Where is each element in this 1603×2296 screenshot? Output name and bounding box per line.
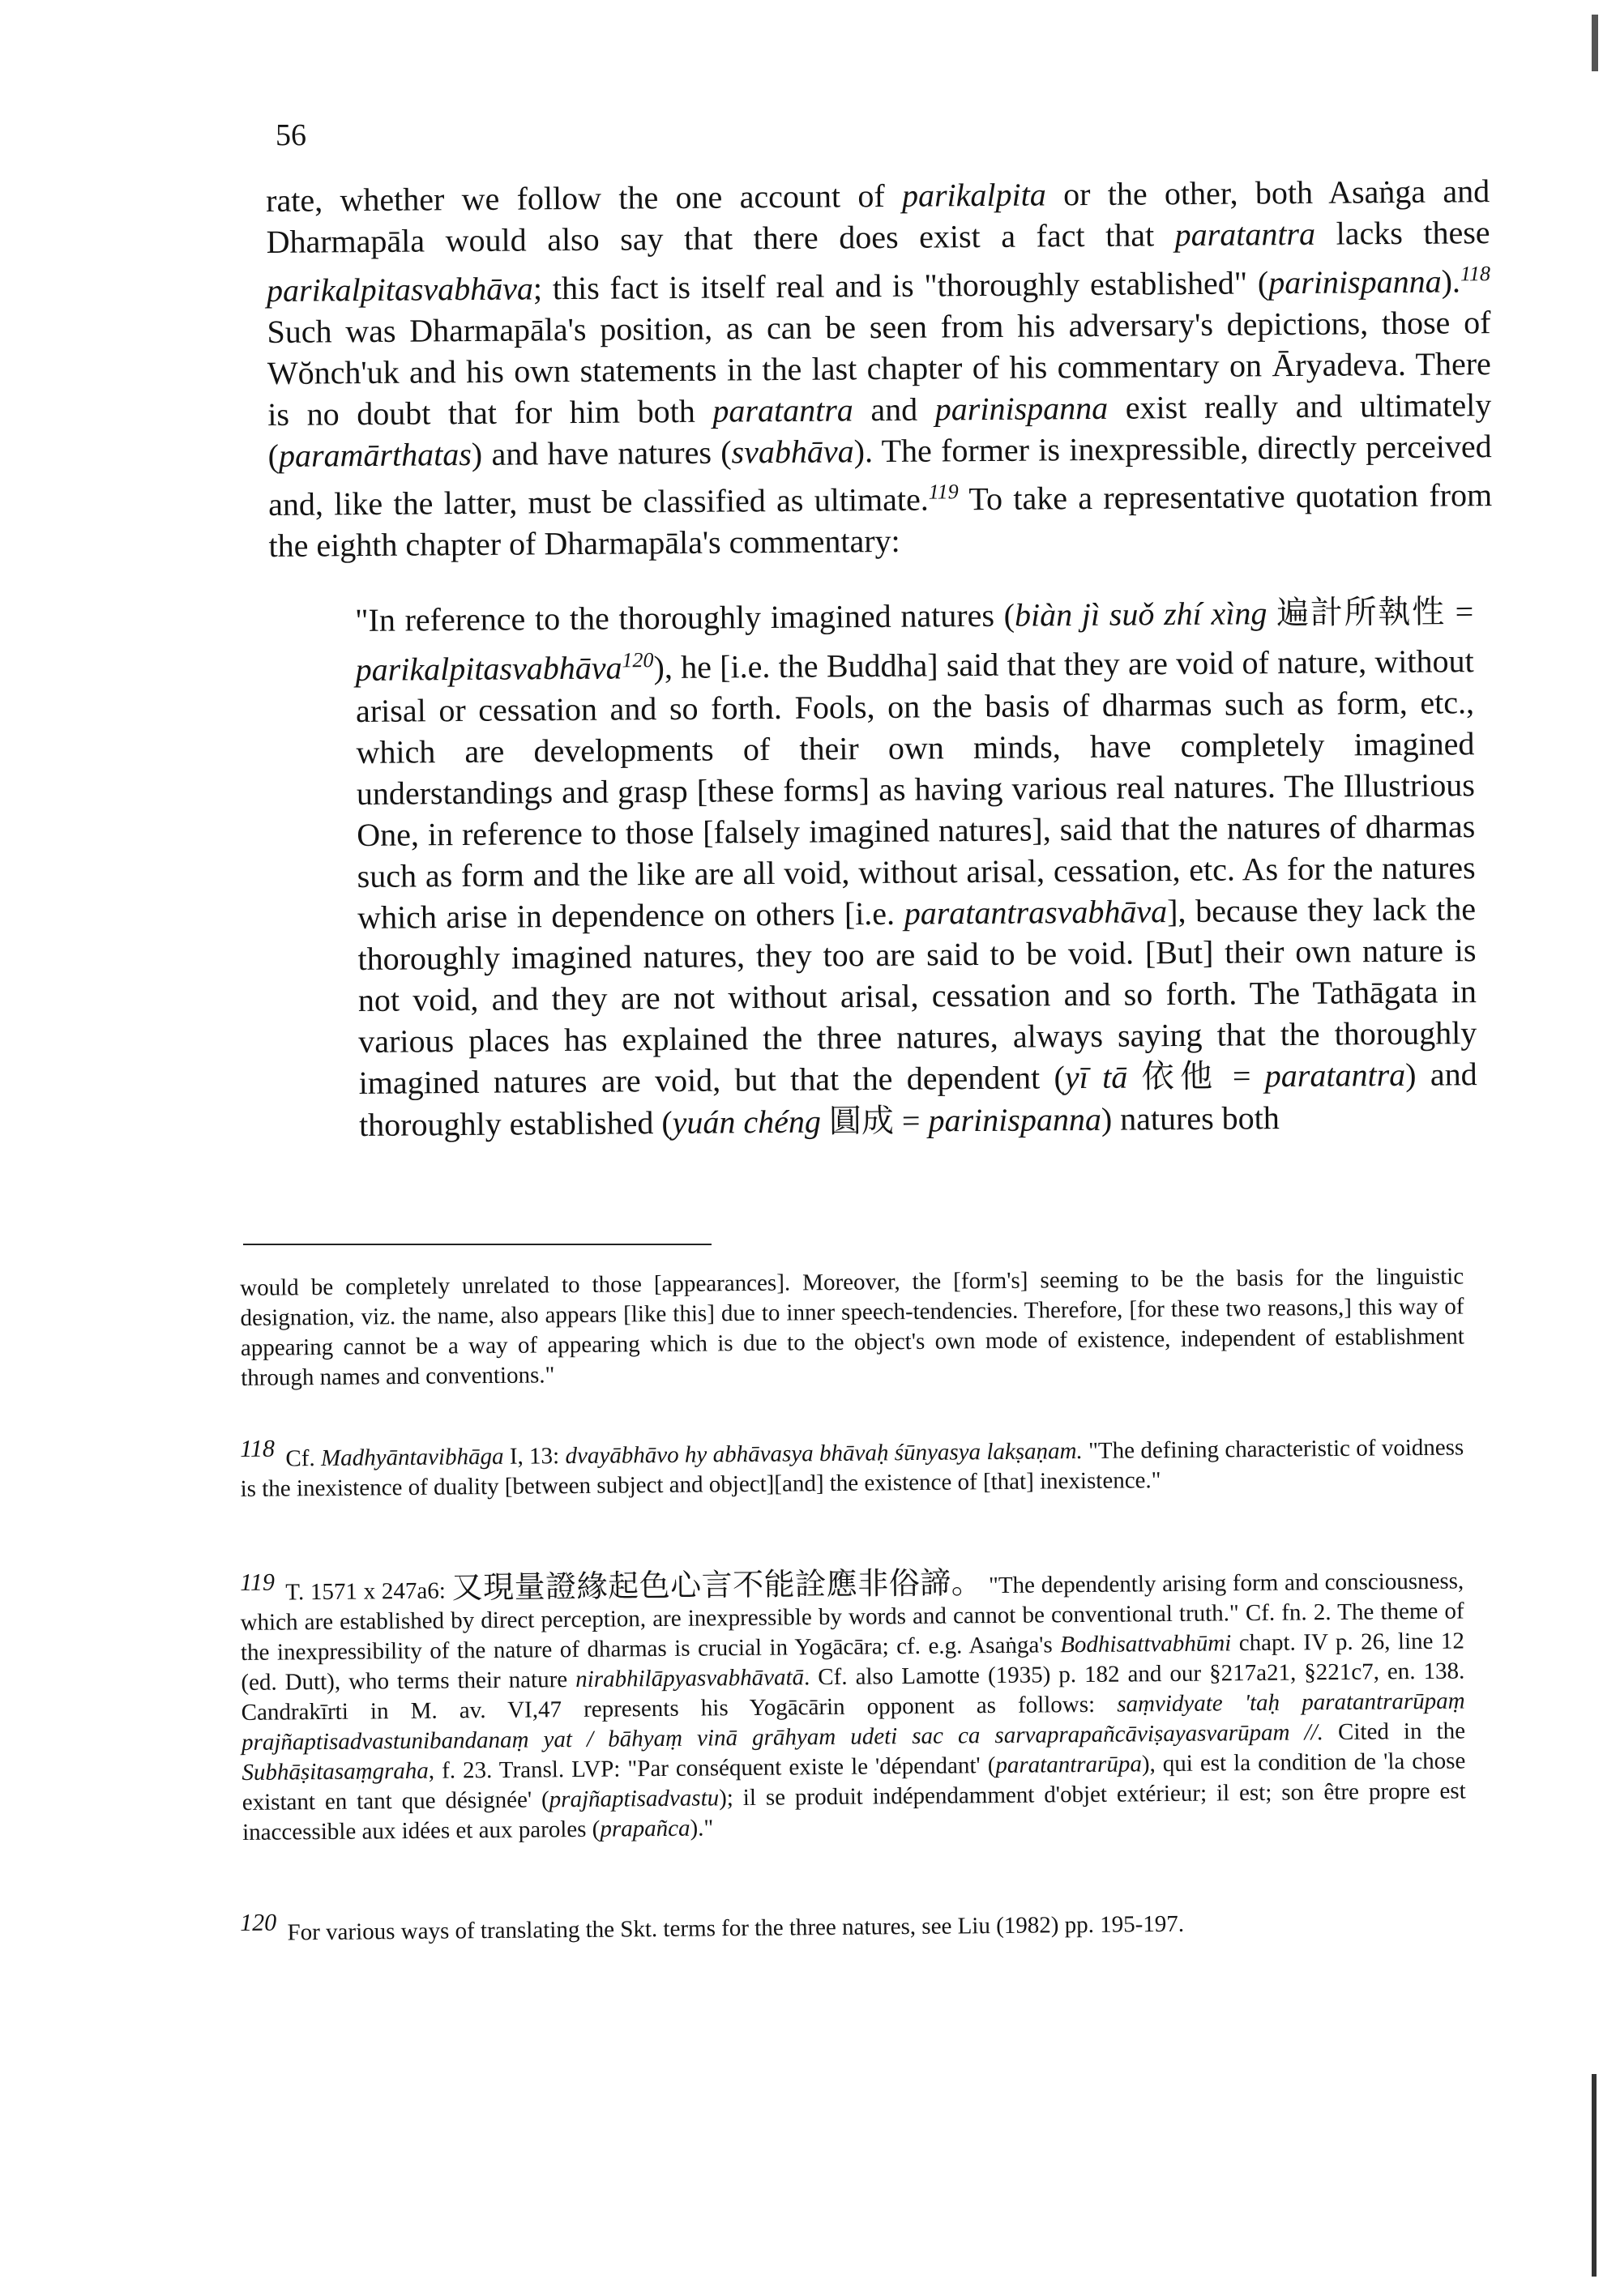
text-run: or the other, both Asaṅga and Dharmapāla would also say that there does exist a fact that	[266, 173, 1490, 260]
work-title: Bodhisattvabhūmi	[1060, 1630, 1232, 1658]
text-run: would be completely unrelated to those [appearances]. Moreover, the [form's] seeming to be the basis for the linguistic designation, viz. the name, also appears [like this] due to inner speech-tendencies. Therefore, [for these two reasons,] this way of appearing cannot be a way of appearing which is due to the object's own mode of existence, independent of establishment through names and conventions."	[240, 1263, 1464, 1391]
text-run: Such was Dharmapāla's position, as can be seen from his adversary's depictions, those of Wŏnch'uk and his own statements in the last chapter of his commentary on Āryadeva. There is no doubt that for him both	[267, 304, 1492, 433]
text-run: "In reference to the thoroughly imagined natures (	[355, 596, 1015, 638]
text-run: )."	[690, 1815, 714, 1841]
sanskrit-term: nirabhilāpyasvabhāvatā	[575, 1664, 805, 1693]
block-quote	[355, 591, 1477, 1146]
sanskrit-term: paratantra	[1264, 1056, 1406, 1095]
work-title: Madhyāntavibhāga	[320, 1443, 504, 1472]
footnote-ref-120: 120	[622, 648, 654, 672]
body-paragraph	[266, 170, 1493, 566]
pinyin-term: biàn jì suǒ zhí xìng	[1014, 595, 1267, 634]
footnote-divider	[243, 1244, 712, 1245]
footnote-ref-119: 119	[928, 480, 959, 504]
scan-edge-mark	[1592, 15, 1598, 71]
sanskrit-term: parikalpita	[901, 176, 1046, 214]
sanskrit-term: paratantra	[1174, 215, 1316, 254]
sanskrit-quote: dvayābhāvo hy abhāvasya bhāvaḥ śūnyasya lakṣaṇam.	[565, 1438, 1083, 1470]
sanskrit-term: prapañca	[600, 1815, 690, 1842]
chinese-term: 依他	[1141, 1057, 1219, 1096]
sanskrit-term: parikalpitasvabhāva	[355, 649, 622, 688]
text-run: =	[893, 1102, 929, 1139]
sanskrit-term: parikalpitasvabhāva	[266, 270, 534, 309]
sanskrit-term: paratantrasvabhāva	[904, 893, 1168, 932]
footnote-118	[240, 1423, 1464, 1504]
sanskrit-term: paramārthatas	[278, 436, 472, 474]
sanskrit-term: paratantra	[712, 391, 853, 429]
text-run: ) natures both	[1101, 1099, 1280, 1137]
text-run: =	[1218, 1057, 1265, 1095]
footnote-continuation	[240, 1262, 1464, 1393]
text-run: For various ways of translating the Skt. terms for the three natures, see Liu (1982) pp. 195-197.	[281, 1910, 1185, 1946]
sanskrit-quote: saṃvidyate 'taḥ paratantrarūpaṃ prajñaptisadvastunibandanaṃ yat / bāhyaṃ vinā grāhyam udeti sac ca sarvaprapañcāviṣayasvarūpam //.	[241, 1688, 1465, 1756]
footnote-number: 118	[240, 1435, 276, 1462]
pinyin-term: yuán chéng	[672, 1103, 822, 1141]
chinese-term: 圓成	[828, 1102, 895, 1141]
text-run: =	[1445, 593, 1474, 630]
text-run: ; this fact is itself real and is "thoroughly established" (	[532, 264, 1269, 307]
text-run: T. 1571 x 247a6:	[279, 1577, 452, 1606]
text-run: Cf.	[279, 1445, 322, 1472]
work-title: Subhāṣitasaṃgraha	[242, 1757, 429, 1786]
pinyin-term: yī tā	[1064, 1058, 1128, 1096]
text-run: exist really and ultimately (	[267, 386, 1492, 474]
sanskrit-term: prajñaptisadvastu	[549, 1785, 720, 1813]
footnote-120	[240, 1897, 1464, 1948]
sanskrit-term: parinispanna	[1268, 262, 1442, 301]
sanskrit-term: parinispanna	[928, 1100, 1102, 1139]
text-run: chapt. IV p. 26, line 12 (ed. Dutt), who terms their nature	[241, 1628, 1465, 1696]
text-run: "The defining characteristic of voidness is the inexistence of duality [between subject and object][and] the existence of [that] inexistence."	[240, 1434, 1464, 1502]
text-run: ) and have natures (	[471, 433, 732, 473]
footnote-number: 120	[240, 1909, 277, 1936]
text-run: and	[853, 390, 935, 429]
text-run: ), he [i.e. the Buddha] said that they are void of nature, without arisal or cessation and so forth. Fools, on the basis of dharmas such as form, etc., which are developments of their own minds, have completely imagined understandings and grasp [these forms] as having various real natures. The Illustrious One, in reference to those [falsely imagined natures], said that the natures of dharmas such as form and the like are all void, without arisal, cessation, etc. As for the natures which arise in dependence on others [i.e.	[355, 642, 1476, 936]
text-run: Cited in the	[1323, 1718, 1466, 1746]
text-run: ), qui est la condition de 'la chose existant en tant que désignée' (	[242, 1748, 1466, 1816]
text-run: "The dependently arising form and consciousness, which are established by direct perception, are inexpressible by words and cannot be conventional truth." Cf. fn. 2. The theme of the inexpressibility of the nature of dharmas is crucial in Yogācāra; cf. e.g. Asaṅga's	[240, 1568, 1464, 1666]
text-run: ); il se produit indépendamment d'objet extérieur; il est; son être propre est inaccessible aux idées et aux paroles (	[242, 1777, 1466, 1846]
footnote-119	[240, 1556, 1466, 1848]
text-run: ).	[1441, 262, 1461, 300]
text-run: lacks these	[1314, 214, 1490, 252]
text-run: . Cf. also Lamotte (1935) p. 182 and our §217a21, §221c7, en. 138. Candrakīrti in M. av. VI,47 represents his Yogācārin opponent as follows:	[241, 1658, 1465, 1726]
text-run: ) and thoroughly established (	[358, 1056, 1477, 1143]
chinese-quote: 又現量證緣起色心言不能詮應非俗諦。	[451, 1564, 983, 1606]
text-run: , f. 23. Transl. LVP: "Par conséquent existe le 'dépendant' (	[428, 1752, 996, 1784]
chinese-term: 遍計所執性	[1276, 593, 1447, 633]
text-run: ). The former is inexpressible, directly perceived and, like the latter, must be classified as ultimate.	[267, 428, 1492, 523]
text-run: rate, whether we follow the one account of	[266, 177, 903, 219]
page-number: 56	[276, 118, 306, 152]
text-run: To take a representative quotation from the eighth chapter of Dharmapāla's commentary:	[268, 476, 1493, 564]
scan-edge-mark	[1592, 2074, 1597, 2277]
footnote-ref-118: 118	[1460, 262, 1491, 286]
text-run: ], because they lack the thoroughly imagined natures, they too are said to be void. [But] their own nature is not void, and they are not without arisal, cessation and so forth. The Tathāgata in various places has explained the three natures, always saying that the thoroughly imagined natures are void, but that the dependent (	[357, 890, 1477, 1101]
text-run: I, 13:	[503, 1443, 566, 1470]
sanskrit-term: parinispanna	[934, 389, 1109, 428]
sanskrit-term: svabhāva	[731, 433, 854, 471]
sanskrit-term: paratantrarūpa	[995, 1751, 1143, 1779]
footnote-number: 119	[240, 1568, 276, 1596]
